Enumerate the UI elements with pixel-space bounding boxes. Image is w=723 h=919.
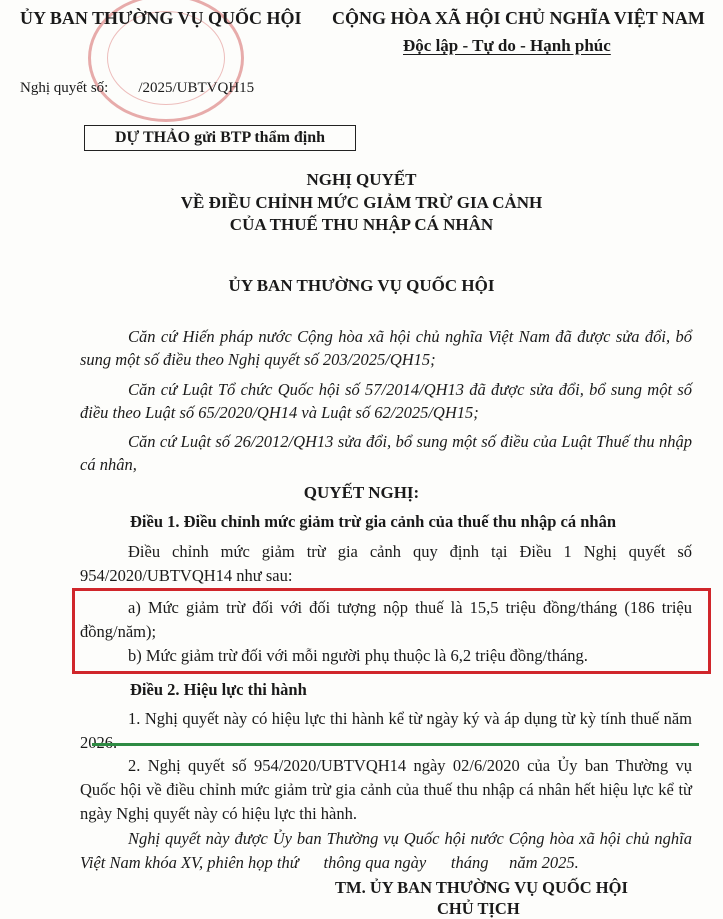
authority-heading: ỦY BAN THƯỜNG VỤ QUỐC HỘI (228, 276, 495, 295)
signature-title: TM. ỦY BAN THƯỜNG VỤ QUỐC HỘI (335, 878, 628, 897)
closing-statement: Nghị quyết này được Ủy ban Thường vụ Quốc hội nước Cộng hòa xã hội chủ nghĩa Việt Nam khóa XV, phiên họp thứ thông qua ngày tháng năm 2025. (80, 829, 697, 872)
draft-label: DỰ THẢO gửi BTP thẩm định (84, 125, 356, 151)
title-line-2: VỀ ĐIỀU CHỈNH MỨC GIẢM TRỪ GIA CẢNH (180, 193, 543, 212)
preamble-2: Căn cứ Luật Tổ chức Quốc hội số 57/2014/QH13 đã được sửa đổi, bổ sung một số điều theo Luật số 65/2020/QH14 và Luật số 62/2025/QH15; (80, 380, 692, 422)
title-line-3: CỦA THUẾ THU NHẬP CÁ NHÂN (229, 215, 494, 234)
country-name: CỘNG HÒA XÃ HỘI CHỦ NGHĨA VIỆT NAM (332, 8, 705, 28)
article-1-intro: Điều chỉnh mức giảm trừ gia cảnh quy định tại Điều 1 Nghị quyết số 954/2020/UBTVQH14 như sau: (80, 542, 692, 585)
article-2-heading: Điều 2. Hiệu lực thi hành (130, 680, 307, 699)
article-1-heading: Điều 1. Điều chỉnh mức giảm trừ gia cảnh của thuế thu nhập cá nhân (130, 512, 616, 531)
title-line-1: NGHỊ QUYẾT (306, 170, 417, 189)
document-number: Nghị quyết số: /2025/UBTVQH15 (20, 80, 255, 96)
preamble-1: Căn cứ Hiến pháp nước Cộng hòa xã hội chủ nghĩa Việt Nam đã được sửa đổi, bổ sung một số điều theo Nghị quyết số 203/2025/QH15; (80, 327, 692, 369)
signature-position: CHỦ TỊCH (437, 899, 520, 918)
national-motto: Độc lập - Tự do - Hạnh phúc (403, 36, 611, 55)
green-underline (92, 743, 699, 746)
article-2-clause-2: 2. Nghị quyết số 954/2020/UBTVQH14 ngày 02/6/2020 của Ủy ban Thường vụ Quốc hội về điều chỉnh mức giảm trừ gia cảnh của thuế thu nhập cá nhân hết hiệu lực kể từ ngày Nghị quyết này có hiệu lực thi hành. (80, 756, 692, 823)
article-1-item-a: a) Mức giảm trừ đối với đối tượng nộp thuế là 15,5 triệu đồng/tháng (186 triệu đồng/năm); (80, 598, 692, 641)
issuer-name: ỦY BAN THƯỜNG VỤ QUỐC HỘI (20, 8, 302, 28)
resolves-heading: QUYẾT NGHỊ: (303, 483, 420, 502)
article-2-clause-1: 1. Nghị quyết này có hiệu lực thi hành kể từ ngày ký và áp dụng từ kỳ tính thuế năm 2026. (80, 709, 692, 752)
preamble-3: Căn cứ Luật số 26/2012/QH13 sửa đổi, bổ sung một số điều của Luật Thuế thu nhập cá nhân, (80, 432, 692, 474)
article-1-item-b: b) Mức giảm trừ đối với mỗi người phụ thuộc là 6,2 triệu đồng/tháng. (128, 646, 588, 665)
